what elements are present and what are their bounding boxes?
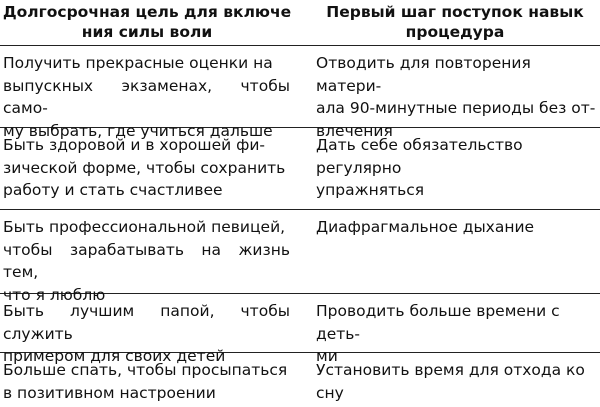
table-row <box>0 128 600 210</box>
step-cell: Проводить больше времени с деть- ми <box>316 302 560 365</box>
table-row <box>0 353 600 407</box>
step-cell: Диафрагмальное дыхание <box>316 218 535 236</box>
goal-cell: Получить прекрасные оценки на выпускных экзаменах, чтобы само- му выбрать, где учиться дальше <box>3 54 290 140</box>
goal-cell: Быть здоровой и в хорошей фи- зической форме, чтобы сохранить работу и стать счастливее <box>3 136 286 199</box>
goal-cell: Быть лучшим папой, чтобы служить примером для своих детей <box>3 302 290 365</box>
table-row <box>0 46 600 140</box>
step-cell: Дать себе обязательство регулярно упражняться <box>316 136 523 199</box>
table-header <box>0 0 600 46</box>
header-step: Первый шаг поступок навык процедура <box>326 3 584 41</box>
header-goal: Долгосрочная цель для включе ния силы воли <box>2 3 292 41</box>
table-row <box>0 294 600 365</box>
goal-cell: Больше спать, чтобы просыпаться в позитивном настроении <box>3 361 288 402</box>
goal-cell: Быть профессиональной певицей, чтобы зарабатывать на жизнь тем, что я люблю <box>3 218 290 304</box>
step-cell: Установить время для отхода ко сну <box>316 361 585 402</box>
step-cell: Отводить для повторения матери- ала 90-минутные периоды без от- влечения <box>316 54 596 140</box>
table-row <box>0 210 600 304</box>
